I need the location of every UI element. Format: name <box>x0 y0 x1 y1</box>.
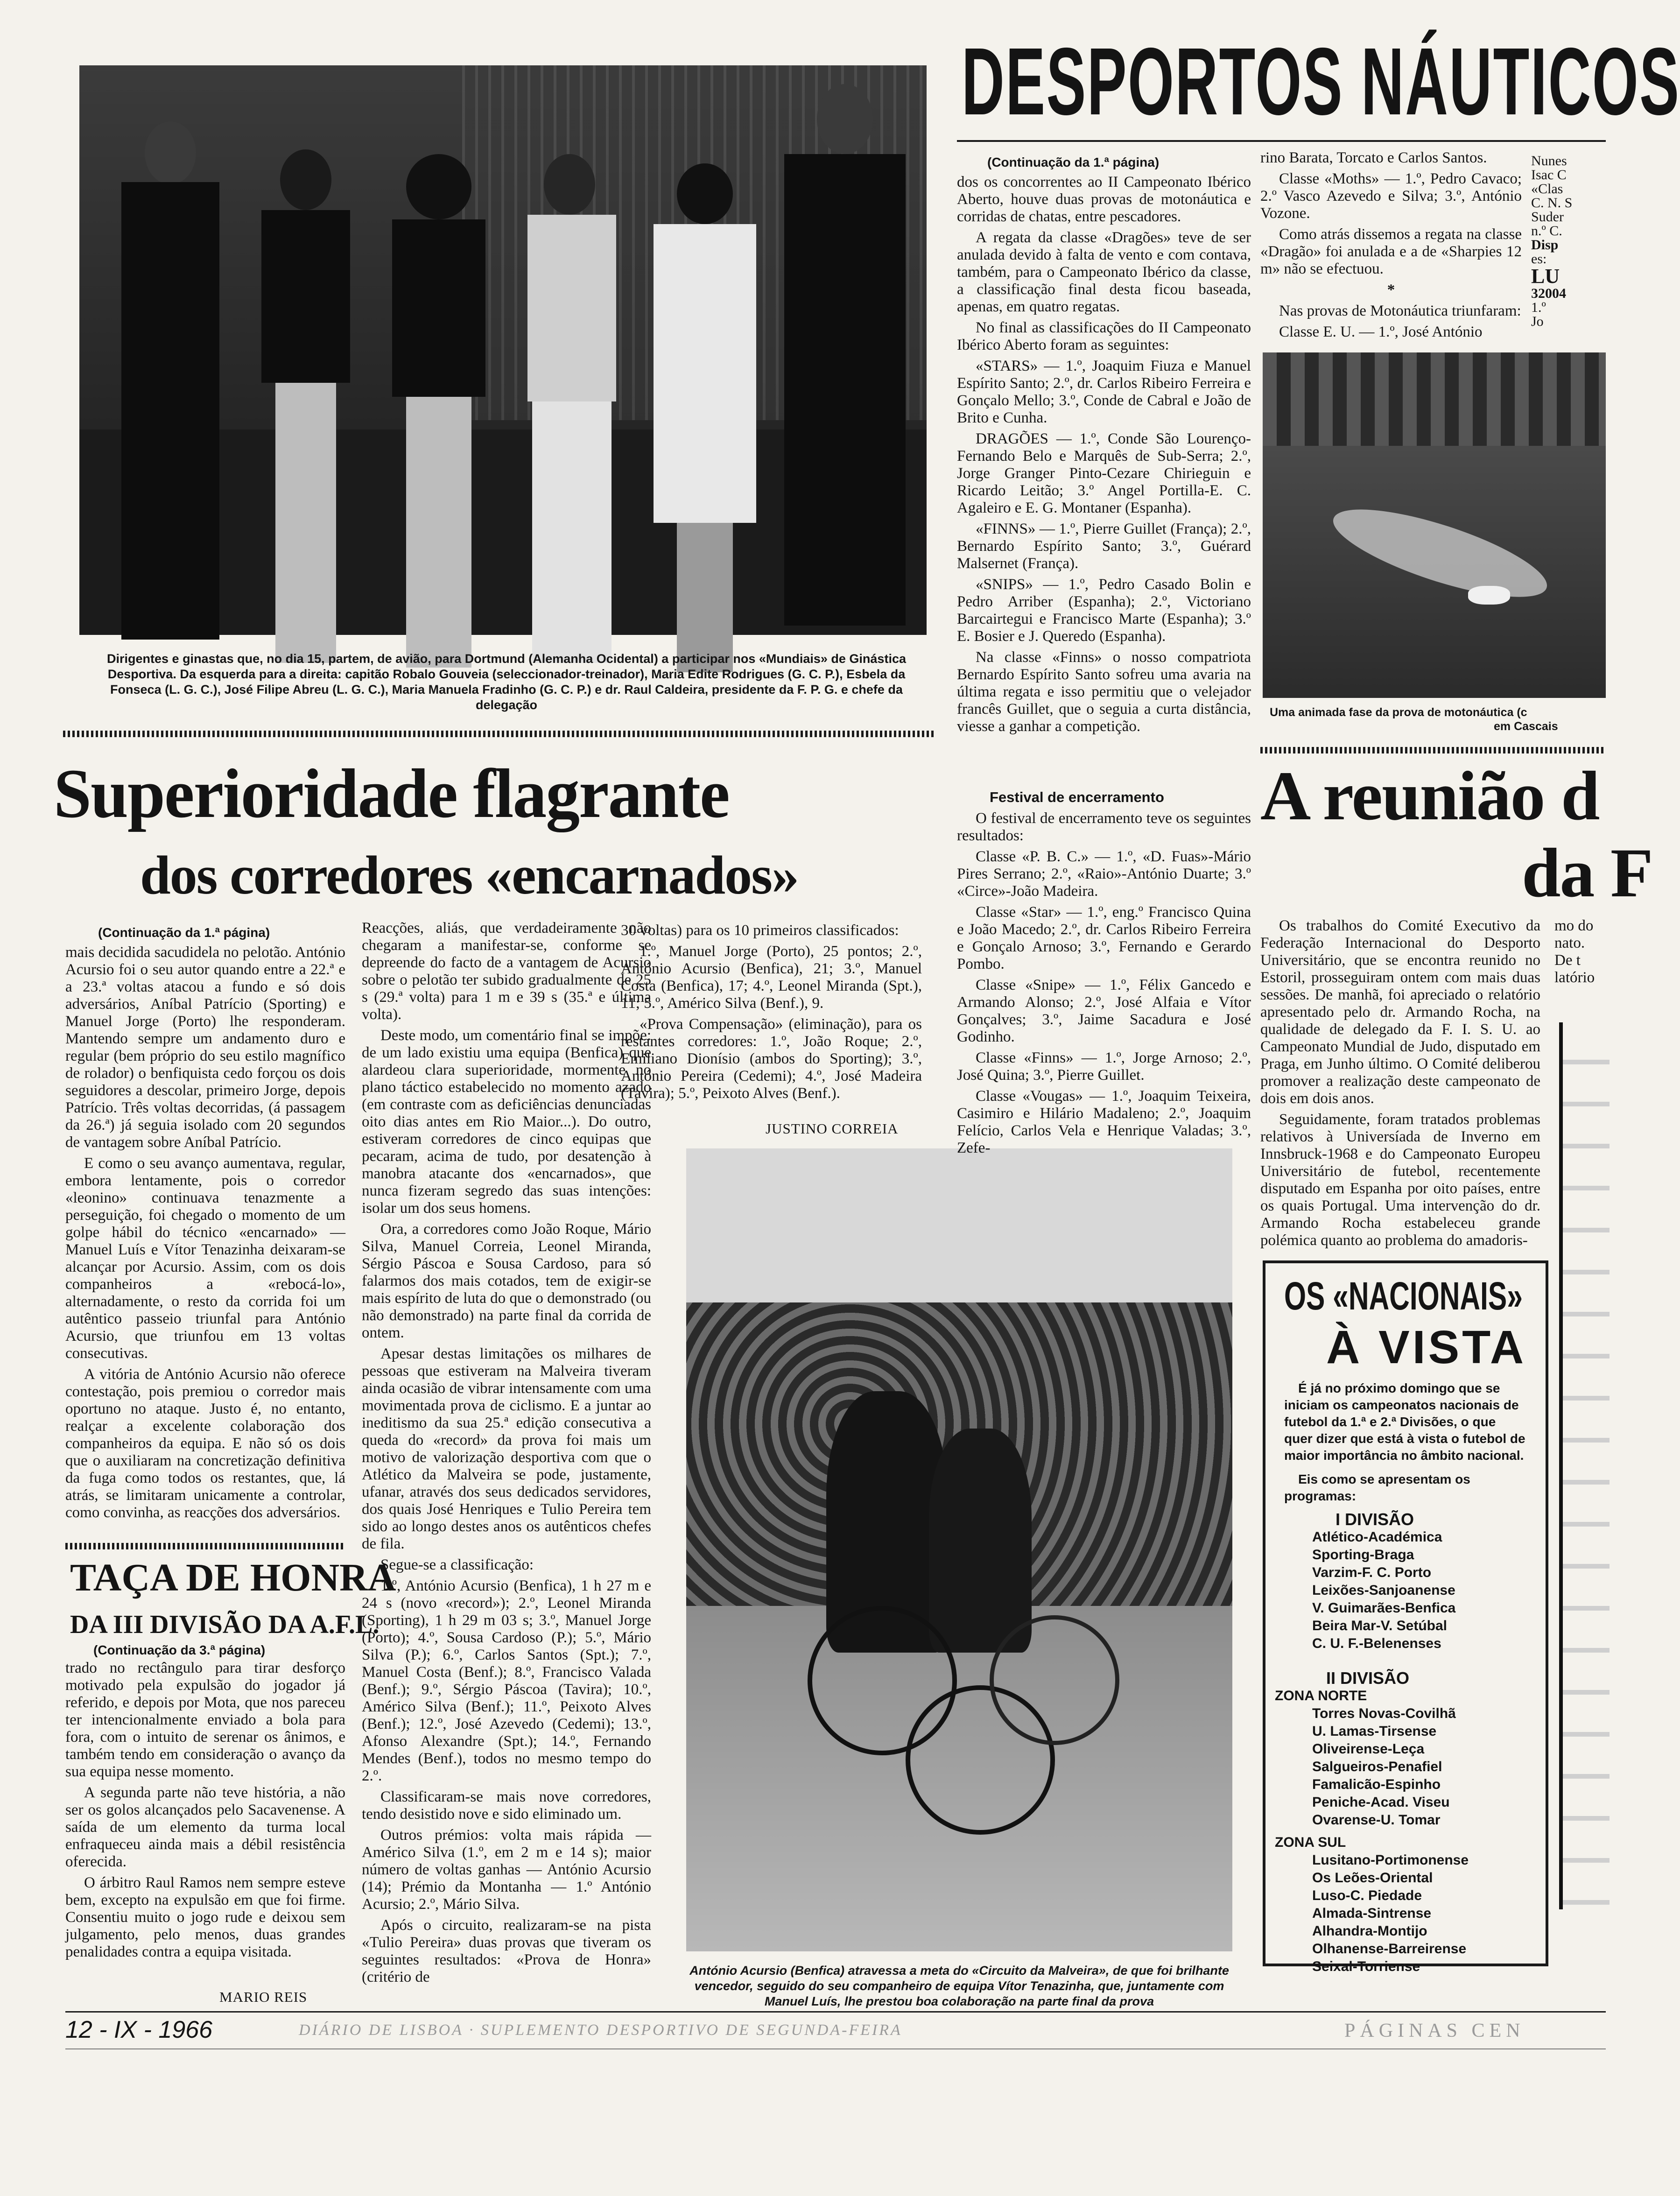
fragment: 1.º <box>1531 300 1546 315</box>
fixture: Leixões-Sanjoanense <box>1312 1583 1455 1598</box>
paragraph: dos os concorrentes ao II Campeonato Ibérico Aberto, houve duas provas de motonáutica e corridas de chatas, entre pescadores. <box>957 174 1251 225</box>
paragraph: 1.º, Manuel Jorge (Porto), 25 pontos; 2.º, António Acursio (Benfica), 21; 3.º, Manuel Costa (Benfica), 17; 4.º, Leonel Miranda (Spt.), 11; 5.º, Américo Silva (Benf.), 9. <box>621 943 922 1012</box>
fixture: Atlético-Académica <box>1312 1529 1442 1545</box>
paragraph: A segunda parte não teve história, a não ser os golos alcançados pelo Sacavenense. A saída de um elemento da turma local enfraqueceu ainda mais a débil resistência oferecida. <box>65 1784 345 1870</box>
fixture: Peniche-Acad. Viseu <box>1312 1795 1450 1810</box>
article-col-3 <box>621 922 922 1113</box>
paragraph: O árbitro Raul Ramos nem sempre esteve bem, excepto na expulsão em que foi firme. Consentiu muito o jogo rude e deixou sem julgamento, pelo menos, duas grandes penalidades contra a equipa visitada. <box>65 1874 345 1960</box>
fixture: Oliveirense-Leça <box>1312 1741 1425 1757</box>
taca-body <box>65 1660 345 1991</box>
fixture: Beira Mar-V. Setúbal <box>1312 1618 1447 1633</box>
fragment: nato. <box>1554 935 1585 951</box>
cyclist-caption: António Acursio (Benfica) atravessa a meta do «Circuito da Malveira», de que foi brilhante vencedor, seguido do seu companheiro de equipa Vítor Tenazinha, que, juntamente com Manuel Luís, lhe prestou boa colaboração na parte final da prova <box>689 1964 1229 2008</box>
paragraph: mais decidida sacudidela no pelotão. António Acursio foi o seu autor quando entre a 22.ª e a 23.ª voltas atacou a fundo e só dois adversários, Aníbal Patrício (Sporting) e Manuel Jorge (Porto) lhe responderam. Mantendo sempre um andamento duro e regular (bem próprio do seu estilo magnífico de rolador) o benfiquista cedo forçou os dois seguidores a descolar, primeiro Jorge, depois Patrício. Três voltas decorridas, (á passagem da 26.ª) já seguia isolado com 20 segundos de vantagem sobre Aníbal Patrício. <box>65 944 345 1151</box>
footer-date: 12 - IX - 1966 <box>65 2016 213 2043</box>
fixture: Alhandra-Montijo <box>1312 1923 1427 1939</box>
paragraph: Classe «Snipe» — 1.º, Félix Gancedo e Armando Alonso; 2.º, José Alfaia e Vítor Gonçalves; 3.º, Jaime Sacadura e José Godinho. <box>957 977 1251 1045</box>
paragraph: «SNIPS» — 1.º, Pedro Casado Bolin e Pedro Arriber (Espanha); 2.º, Victoriano Barcairtegui e Francisco Marte (Espanha); 3.º E. Bosier e J. Queredo (Espanha). <box>957 576 1251 645</box>
paragraph: rino Barata, Torcato e Carlos Santos. <box>1260 149 1487 166</box>
headline-vista: À VISTA <box>1326 1321 1527 1373</box>
fixture: Torres Novas-Covilhã <box>1312 1706 1456 1721</box>
fixture: Seixal-Torriense <box>1312 1959 1420 1974</box>
continuation-note-taca: (Continuação da 3.ª página) <box>93 1643 266 1657</box>
paragraph: Os trabalhos do Comité Executivo da Federação Internacional do Desporto Universitário, que se encontra reunido no Estoril, prosseguiram ontem com mais duas sessões. De manhã, foi apreciado o relatório apresentado pelo dr. Armando Rocha, na qualidade de delegado da F. I. S. U. ao Campeonato Mundial de Judo, disputado em Praga, em Junho último. O Comité deliberou promover a realização deste campeonato de dois em dois anos. <box>1260 917 1540 1107</box>
paragraph: Segue-se a classificação: <box>380 1556 534 1573</box>
paragraph: DRAGÕES — 1.º, Conde São Lourenço-Fernando Belo e Marquês de Sub-Serra; 2.º, Jorge Granger Pinto-Cezare Chirieguin e Ricardo Leitão; 3.º Angel Portilla-E. C. Agaleiro e E. G. Montaner (Espanha). <box>957 430 1251 516</box>
headline-taca: TAÇA DE HONRA <box>70 1556 396 1599</box>
nacionais-intro: É já no próximo domingo que se iniciam os campeonatos nacionais de futebol da 1.ª e 2.ª Divisões, o que quer dizer que está à vista o futebol de maior importância no âmbito nacional. <box>1284 1381 1525 1463</box>
paragraph: Classificaram-se mais nove corredores, tendo desistido nove e sido eliminado um. <box>362 1788 651 1823</box>
headline-corredores: dos corredores «encarnados» <box>140 845 798 906</box>
reuniao-body <box>1260 917 1540 1253</box>
gymnasts-caption: Dirigentes e ginastas que, no dia 15, partem, de avião, para Dortmund (Alemanha Ocidental) a participar nos «Mundiais» de Ginástica Desportiva. Da esquerda para a direita: capitão Robalo Gouveia (seleccionador-treinador), Maria Edite Rodrigues (G. C. P.), Esbela da Fonseca (L. G. C.), José Filipe Abreu (L. G. C.), Maria Manuela Fradinho (G. C. P.) e dr. Raul Caldeira, presidente da F. P. G. e chefe da delegação <box>107 652 906 712</box>
motorboat-photo <box>1263 352 1606 698</box>
division-1-title: I DIVISÃO <box>1336 1510 1414 1529</box>
divider-rule <box>65 1543 345 1549</box>
headline-nacionais: OS «NACIONAIS» <box>1284 1274 1523 1318</box>
fragment: Isac C <box>1531 167 1567 183</box>
fragment: 32004 <box>1531 286 1566 301</box>
cyclist-photo <box>686 1148 1232 1951</box>
fragment: es: <box>1531 251 1547 267</box>
headline-taca-sub: DA III DIVISÃO DA A.F.L. <box>70 1610 380 1639</box>
paragraph: Nas provas de Motonáutica triunfaram: <box>1279 303 1521 319</box>
continuation-note: (Continuação da 1.ª página) <box>98 925 270 940</box>
paragraph: A vitória de António Acursio não oferece contestação, pois premiou o corredor mais oportuno no ataque. Justo é, no entanto, realçar a excelente colaboração dos companheiros da equipa. E não só os dois que o auxiliaram na concretização definitiva da fuga como todos os restantes, que, lá atrás, se limitaram unicamente a controlar, como convinha, as reacções dos adversários. <box>65 1366 345 1521</box>
divider-rule <box>63 731 934 737</box>
fixture: U. Lamas-Tirsense <box>1312 1724 1437 1739</box>
nauticos-col-1 <box>957 174 1251 790</box>
paragraph: «STARS» — 1.º, Joaquim Fiuza e Manuel Espírito Santo; 2.º, dr. Carlos Ribeiro Ferreira e Gonçalo Mello; 3.º, Conde de Cabral e João de Brito e Cunha. <box>957 358 1251 426</box>
paragraph: No final as classificações do II Campeonato Ibérico Aberto foram as seguintes: <box>957 319 1251 353</box>
fixture: Varzim-F. C. Porto <box>1312 1565 1432 1580</box>
fixture: Sporting-Braga <box>1312 1547 1414 1563</box>
article-col-2 <box>362 920 651 2005</box>
nauticos-edge-fragments <box>1531 154 1606 355</box>
continuation-note-nauticos: (Continuação da 1.ª página) <box>987 155 1160 169</box>
paragraph: Classe «Star» — 1.º, eng.º Francisco Quina e João Macedo; 2.º, dr. Carlos Ribeiro Ferreira e Gonçalo Arnoso; 3.º, Fernando e Gerardo Pombo. <box>957 904 1251 972</box>
fixture: Almada-Sintrense <box>1312 1906 1432 1921</box>
reuniao-edge-fragments <box>1554 917 1606 1011</box>
motorboat-caption-1: Uma animada fase da prova de motonáutica (c <box>1270 706 1527 719</box>
fixture: Os Leões-Oriental <box>1312 1870 1433 1886</box>
paragraph: Classe E. U. — 1.º, José António <box>1279 324 1483 340</box>
footer-strip: DIÁRIO DE LISBOA · SUPLEMENTO DESPORTIVO DE SEGUNDA-FEIRA <box>299 2021 902 2039</box>
headline-superioridade: Superioridade flagrante <box>54 755 729 832</box>
asterisk: * <box>1387 282 1395 298</box>
fragment: Disp <box>1531 237 1559 253</box>
paragraph: Outros prémios: volta mais rápida — Américo Silva (1.º, em 2 m e 14 s); maior número de voltas ganhas — António Acursio (14); Prémio da Montanha — 1.º António Acursio; 2.º, Mário Silva. <box>362 1827 651 1913</box>
nauticos-col-2 <box>1260 149 1522 345</box>
fixture: Luso-C. Piedade <box>1312 1888 1422 1903</box>
paragraph: Seguidamente, foram tratados problemas relativos à Universíada de Inverno em Innsbruck-1968 e do Campeonato Europeu Universitário de futebol, recentemente disputado em Espanha por oito países, entre os quais Portugal. Uma intervenção do dr. Armando Rocha estabeleceu grande polémica quanto ao problema do amadoris- <box>1260 1111 1540 1249</box>
paragraph: Deste modo, um comentário final se impõe: de um lado existiu uma equipa (Benfica) que alardeou clara superioridade, mormente no plano táctico estabelecido no momento azado (em contraste com as deficiências denunciadas oito dias antes em Rio Maior...). Do outro, estiveram corredores de cinco equipas que pecaram, acima de tudo, por desatenção à manobra atacante dos «encarnados», que nunca fizeram segredo das suas intenções: isolar um dos seus homens. <box>362 1027 651 1217</box>
fragment: Jo <box>1531 314 1544 329</box>
article-col-1 <box>65 944 345 1539</box>
footer-rule <box>65 2011 1606 2013</box>
division-2 <box>1265 1669 1546 1976</box>
byline-mario: MARIO REIS <box>219 1989 308 2005</box>
fragment: latório <box>1554 969 1595 986</box>
paragraph: Reacções, aliás, que verdadeiramente não chegaram a manifestar-se, conforme se depreende do facto de a vantagem de Acursio sobre o pelotão ter subido gradualmente de 25 s (29.ª volta) para 1 m e 39 s (35.ª e última volta). <box>362 920 651 1023</box>
fragment: Nunes <box>1531 153 1567 169</box>
zona-norte-label: ZONA NORTE <box>1275 1688 1367 1703</box>
fixture: V. Guimarães-Benfica <box>1312 1600 1456 1616</box>
paragraph: O festival de encerramento teve os seguintes resultados: <box>957 810 1251 844</box>
paragraph: A regata da classe «Dragões» teve de ser anulada devido à falta de vento e com contava, também, para o Campeonato Ibérico da classe, a classificação final desta ficou baseada, apenas, em quatro regatas. <box>957 229 1251 315</box>
motorboat-caption-2: em Cascais <box>1494 720 1558 733</box>
byline-justino: JUSTINO CORREIA <box>766 1120 899 1137</box>
divider-line <box>957 140 1606 142</box>
divider-rule <box>1260 747 1606 753</box>
paragraph: «FINNS» — 1.º, Pierre Guillet (França); 2.º, Bernardo Espírito Santo; 3.º, Guérard Malsernet (França). <box>957 521 1251 572</box>
paragraph: Na classe «Finns» o nosso compatriota Bernardo Espírito Santo sofreu uma avaria na última regata e isso permitiu que o velejador francês Guillet, que o seguia a curta distância, viesse a ganhar a competição. <box>957 649 1251 735</box>
footer-rule-bottom <box>65 2048 1606 2049</box>
division-1 <box>1265 1511 1546 1653</box>
paragraph: Classe «Finns» — 1.º, Jorge Arnoso; 2.º, José Quina; 3.º, Pierre Guillet. <box>957 1049 1251 1084</box>
paragraph: «Prova Compensação» (eliminação), para os restantes corredores: 1.º, João Roque; 2.º, Emiliano Dionísio (ambos do Sporting); 3.º, António Pereira (Cedemi); 4.º, José Madeira (Tavira); 5.º, Peixoto Alves (Benf.). <box>621 1016 922 1102</box>
paragraph: Classe «Vougas» — 1.º, Joaquim Teixeira, Casimiro e Hilário Madaleno; 2.º, Joaquim Felício, Carlos Vela e Henrique Valadas; 3.º, Zefe- <box>957 1088 1251 1156</box>
headline-reuniao: A reunião d <box>1260 757 1599 835</box>
headline-nauticos: DESPORTOS NÁUTICOS <box>962 28 1680 135</box>
zona-sul-label: ZONA SUL <box>1275 1835 1346 1850</box>
fragment: LU <box>1531 265 1560 288</box>
paragraph: Classe «Moths» — 1.º, Pedro Cavaco; 2.º Vasco Azevedo e Silva; 3.º, António Vozone. <box>1260 170 1522 222</box>
fragment: De t <box>1554 952 1581 969</box>
paragraph: 1.º, António Acursio (Benfica), 1 h 27 m e 24 s (novo «record»); 2.º, Leonel Miranda (Sporting), 1 h 29 m 03 s; 3.º, Manuel Jorge (Porto); 4.º, Sousa Cardoso (P.); 5.º, Mário Silva (P.); 6.º, Carlos Santos (Spt.); 7.º, Manuel Costa (Benf.); 8.º, Francisco Valada (Benf.); 9.º, Sérgio Páscoa (Tavira); 10.º, Américo Silva (Benf.); 11.º, Peixoto Alves (Benf.); 12.º, José Azevedo (Cedemi); 13.º, Afonso Alexandre (Spt.); 14.º, Fernando Mendes (Benf.), todos no mesmo tempo do 2.º. <box>362 1577 651 1784</box>
headline-reuniao-2: da F <box>1522 834 1652 912</box>
festival-subheading: Festival de encerramento <box>990 789 1164 805</box>
paragraph: trado no rectângulo para tirar desforço motivado pela expulsão do jogador já referido, e depois por Mota, que nos pareceu ter intencionalmente enviado a bola para fora, com o intuito de serenar os ânimos, e também tendo em consideração o avanço da sua equipa nesse momento. <box>65 1660 345 1780</box>
footer-pages: PÁGINAS CEN <box>1344 2020 1525 2041</box>
fixture: Salgueiros-Penafiel <box>1312 1759 1442 1774</box>
cartoon-fragment <box>1559 1022 1610 1909</box>
fragment: mo do <box>1554 917 1594 934</box>
fixture: C. U. F.-Belenenses <box>1312 1636 1441 1651</box>
paragraph: 30 voltas) para os 10 primeiros classificados: <box>621 922 899 939</box>
fragment: n.º C. <box>1531 223 1562 239</box>
fragment: Suder <box>1531 209 1564 225</box>
paragraph: Classe «P. B. C.» — 1.º, «D. Fuas»-Mário Pires Serrano; 2.º, «Raio»-António Duarte; 3.º «Circe»-João Madeira. <box>957 848 1251 900</box>
paragraph: Ora, a corredores como João Roque, Mário Silva, Manuel Correia, Leonel Miranda, Sérgio Páscoa e Sousa Cardoso, para só falarmos dos mais cotados, tem de exigir-se mais espírito de luta do que o demonstrado (ou não demonstrado) na parte final da corrida de ontem. <box>362 1221 651 1341</box>
fixture: Lusitano-Portimonense <box>1312 1852 1469 1868</box>
fixture: Olhanense-Barreirense <box>1312 1941 1467 1957</box>
festival-col <box>957 810 1251 1156</box>
nacionais-box <box>1263 1260 1548 1974</box>
paragraph: Apesar destas limitações os milhares de pessoas que estiveram na Malveira tiveram ainda ocasião de vibrar intensamente com uma movimentada prova de ciclismo. E a juntar ao ineditismo da sua 25.ª edição consecutiva a queda do «record» da prova foi mais um motivo de valorização desportiva com que o Atlético da Malveira se pode, justamente, ufanar, através dos seus dedicados servidores, dos quais José Henriques e Tulio Pereira tem sido ao longo destes anos os autênticos chefes de fila. <box>362 1345 651 1552</box>
nacionais-intro-2: Eis como se apresentam os programas: <box>1284 1472 1470 1503</box>
fixture: Famalicão-Espinho <box>1312 1777 1441 1792</box>
fragment: «Clas <box>1531 181 1563 197</box>
paragraph: E como o seu avanço aumentava, regular, embora lentamente, pois o corredor «leonino» continuava tenazmente a perseguição, foi chegado o momento de um golpe hábil do técnico «encarnado» — Manuel Luís e Vítor Tenazinha deixaram-se alcançar por Acursio. Assim, com os dois companheiros a «rebocá-lo», alternadamente, o resto da corrida foi um autêntico passeio triunfal para António Acursio, que triunfou em 13 voltas consecutivas. <box>65 1155 345 1362</box>
fragment: C. N. S <box>1531 195 1573 211</box>
paragraph: Como atrás dissemos a regata na classe «Dragão» foi anulada e a de «Sharpies 12 m» não se efectuou. <box>1260 226 1522 277</box>
fixture: Ovarense-U. Tomar <box>1312 1812 1441 1828</box>
division-2-title: II DIVISÃO <box>1326 1668 1410 1688</box>
paragraph: Após o circuito, realizaram-se na pista «Tulio Pereira» duas provas que tiveram os seguintes resultados: «Prova de Honra» (critério de <box>362 1917 651 1985</box>
gymnasts-photo <box>79 65 927 635</box>
